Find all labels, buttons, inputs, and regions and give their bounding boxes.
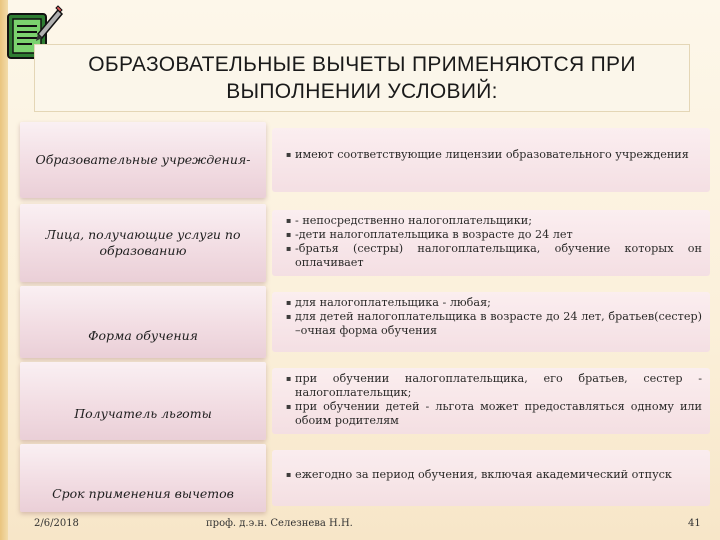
title-line-1: ОБРАЗОВАТЕЛЬНЫЕ ВЫЧЕТЫ ПРИМЕНЯЮТСЯ ПРИ (88, 53, 636, 76)
list-item: ▪ при обучении налогоплательщика, его братьев, сестер - налогоплательщик; (286, 372, 702, 400)
title-line-2: ВЫПОЛНЕНИИ УСЛОВИЙ: (226, 80, 498, 103)
title-box (34, 44, 690, 112)
row-label: Образовательные учреждения- (35, 152, 251, 167)
row-content-cell (272, 128, 710, 192)
row-study-form (20, 286, 710, 358)
row-label-cell (20, 204, 266, 282)
row-content-cell (272, 450, 710, 506)
list-item: ▪ ежегодно за период обучения, включая академический отпуск (286, 468, 702, 482)
row-label-cell (20, 122, 266, 198)
footer-page-number: 41 (688, 518, 701, 529)
list-item: ▪ имеют соответствующие лицензии образовательного учреждения (286, 148, 702, 162)
row-label: Срок применения вычетов (52, 486, 234, 501)
slide-title (88, 51, 635, 105)
list-item: ▪ при обучении детей - льгота может предоставляться одному или обоим родителям (286, 400, 702, 428)
row-label-cell (20, 362, 266, 440)
row-content-cell (272, 292, 710, 352)
row-institutions (20, 122, 710, 198)
row-label: Лица, получающие услуги по образованию (45, 227, 241, 258)
row-label: Форма обучения (88, 328, 198, 343)
list-item: ▪ -братья (сестры) налогоплательщика, обучение которых он оплачивает (286, 242, 702, 270)
row-persons (20, 204, 710, 282)
row-content-cell (272, 210, 710, 276)
row-beneficiary (20, 362, 710, 440)
footer-author: проф. д.э.н. Селезнева Н.Н. (206, 518, 353, 529)
list-item: ▪ для детей налогоплательщика в возрасте до 24 лет, братьев(сестер) –очная форма обучения (286, 310, 702, 338)
row-label-cell (20, 444, 266, 512)
left-accent-bar (0, 0, 8, 540)
row-deduction-period (20, 444, 710, 512)
row-label-cell (20, 286, 266, 358)
list-item: ▪ -дети налогоплательщика в возрасте до 24 лет (286, 228, 702, 242)
list-item: ▪ - непосредственно налогоплательщики; (286, 214, 702, 228)
footer-date: 2/6/2018 (34, 518, 79, 529)
row-content-cell (272, 368, 710, 434)
row-label: Получатель льготы (74, 406, 212, 421)
list-item: ▪ для налогоплательщика - любая; (286, 296, 702, 310)
